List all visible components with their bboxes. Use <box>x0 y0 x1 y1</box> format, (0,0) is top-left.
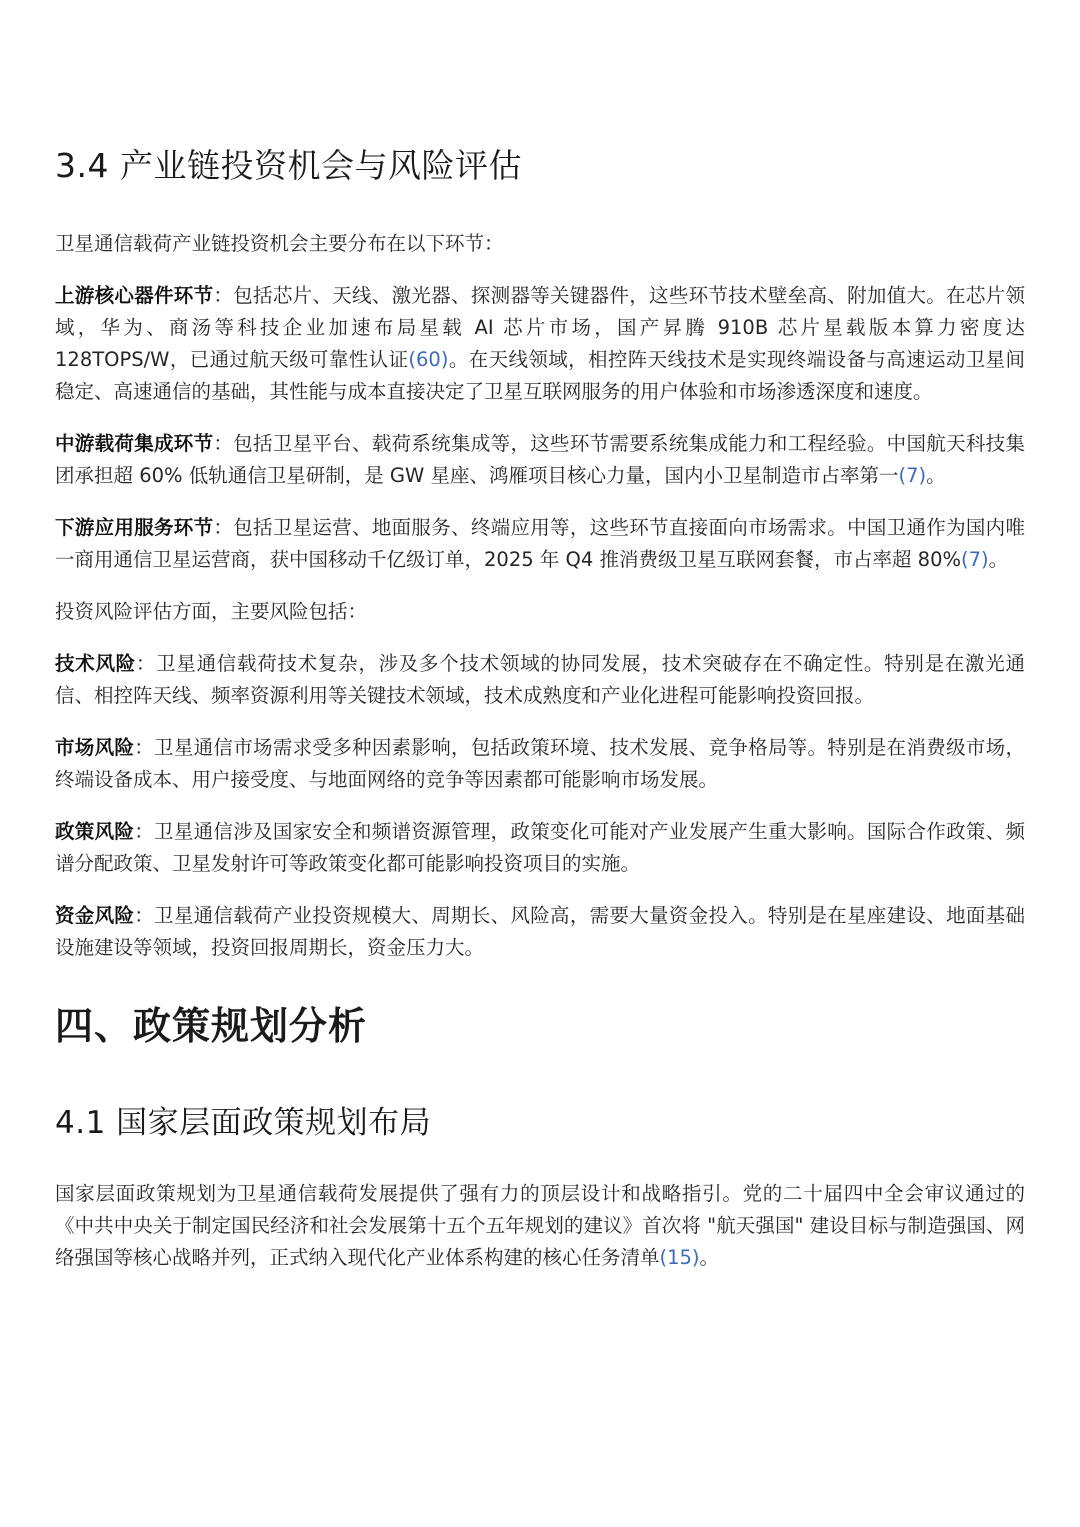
downstream-tail: 。 <box>988 548 1009 571</box>
midstream-text: ：包括卫星平台、载荷系统集成等，这些环节需要系统集成能力和工程经验。中国航天科技集团承担超 60% 低轨通信卫星研制，是 GW 星座、鸿雁项目核心力量，国内小卫星制造市占率第一 <box>55 432 1025 487</box>
citation-link-60[interactable]: (60) <box>408 348 449 371</box>
upstream-paragraph <box>55 280 1025 408</box>
upstream-text: ：包括芯片、天线、激光器、探测器等关键器件，这些环节技术壁垒高、附加值大。在芯片领域，华为、商汤等科技企业加速布局星载 AI 芯片市场，国产昇腾 910B 芯片星载版本算力密度达 128TOPS/W，已通过航天级可靠性认证 <box>55 284 1025 371</box>
midstream-paragraph <box>55 428 1025 492</box>
citation-link-15[interactable]: (15) <box>659 1246 700 1269</box>
midstream-tail: 。 <box>926 464 946 487</box>
policy-risk-text: ：卫星通信涉及国家安全和频谱资源管理，政策变化可能对产业发展产生重大影响。国际合作政策、频谱分配政策、卫星发射许可等政策变化都可能影响投资项目的实施。 <box>55 820 1025 875</box>
section-3-4-heading: 3.4 产业链投资机会与风险评估 <box>55 146 522 185</box>
downstream-term: 下游应用服务环节 <box>55 516 214 539</box>
policy-risk-term: 政策风险 <box>55 820 135 843</box>
market-risk-text: ：卫星通信市场需求受多种因素影响，包括政策环境、技术发展、竞争格局等。特别是在消费级市场，终端设备成本、用户接受度、与地面网络的竞争等因素都可能影响市场发展。 <box>55 736 1025 791</box>
tech-risk-term: 技术风险 <box>55 652 136 675</box>
national-policy-text: 国家层面政策规划为卫星通信载荷发展提供了强有力的顶层设计和战略指引。党的二十届四中全会审议通过的《中共中央关于制定国民经济和社会发展第十五个五年规划的建议》首次将 "航天强国" 建设目标与制造强国、网络强国等核心战略并列，正式纳入现代化产业体系构建的核心任务清单 <box>55 1182 1025 1269</box>
policy-risk-paragraph <box>55 816 1025 880</box>
downstream-text: ：包括卫星运营、地面服务、终端应用等，这些环节直接面向市场需求。中国卫通作为国内唯一商用通信卫星运营商，获中国移动千亿级订单，2025 年 Q4 推消费级卫星互联网套餐，市占率超 80% <box>55 516 1025 571</box>
opportunities-intro: 卫星通信载荷产业链投资机会主要分布在以下环节： <box>55 232 504 255</box>
chapter-4-heading: 四、政策规划分析 <box>55 1004 368 1048</box>
upstream-tail: 。在天线领域，相控阵天线技术是实现终端设备与高速运动卫星间稳定、高速通信的基础，其性能与成本直接决定了卫星互联网服务的用户体验和市场渗透深度和速度。 <box>55 348 1025 403</box>
section-4-1-heading: 4.1 国家层面政策规划布局 <box>55 1105 432 1141</box>
funding-risk-term: 资金风险 <box>55 904 135 927</box>
risks-intro: 投资风险评估方面，主要风险包括： <box>55 600 368 623</box>
citation-link-7[interactable]: (7) <box>961 548 989 571</box>
market-risk-paragraph <box>55 732 1025 796</box>
funding-risk-text: ：卫星通信载荷产业投资规模大、周期长、风险高，需要大量资金投入。特别是在星座建设、地面基础设施建设等领域，投资回报周期长，资金压力大。 <box>55 904 1025 959</box>
market-risk-term: 市场风险 <box>55 736 135 759</box>
funding-risk-paragraph <box>55 900 1025 964</box>
downstream-paragraph <box>55 512 1025 576</box>
upstream-term: 上游核心器件环节 <box>55 284 214 307</box>
tech-risk-text: ：卫星通信载荷技术复杂，涉及多个技术领域的协同发展，技术突破存在不确定性。特别是在激光通信、相控阵天线、频率资源利用等关键技术领域，技术成熟度和产业化进程可能影响投资回报。 <box>55 652 1025 707</box>
tech-risk-paragraph <box>55 648 1025 712</box>
midstream-term: 中游载荷集成环节 <box>55 432 214 455</box>
national-policy-tail: 。 <box>699 1246 720 1269</box>
citation-link-7[interactable]: (7) <box>898 464 927 487</box>
national-policy-paragraph <box>55 1178 1025 1274</box>
